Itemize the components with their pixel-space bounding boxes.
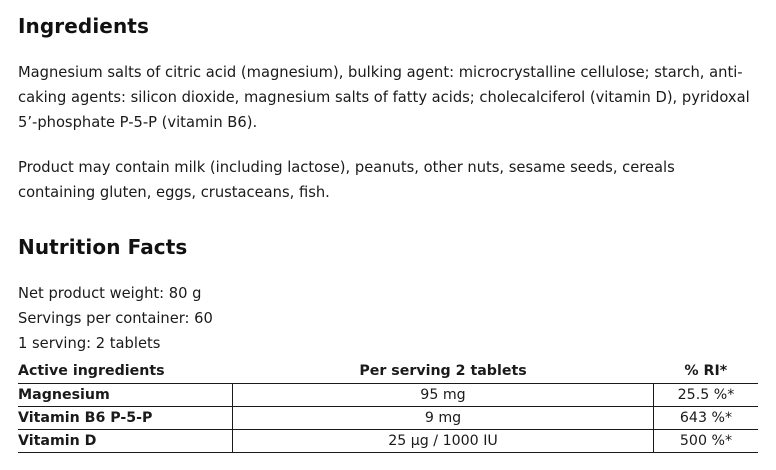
table-row — [18, 407, 758, 430]
row-vitamin-d-name: Vitamin D — [18, 430, 233, 453]
net-weight-line: Net product weight: 80 g — [18, 285, 202, 302]
table-header-row — [18, 360, 758, 384]
row-magnesium-amount: 95 mg — [233, 384, 654, 407]
table-body — [18, 384, 758, 453]
nutrition-summary-lines — [18, 281, 758, 356]
row-vitamin-b6-name: Vitamin B6 P-5-P — [18, 407, 233, 430]
ingredients-paragraph-1: Magnesium salts of citric acid (magnesium), bulking agent: microcrystalline cellulose; starch, anti-caking agents: silicon dioxide, magnesium salts of fatty acids; cholecalciferol (vitamin D), pyridoxal 5’-phosphate P-5-P (vitamin B6). — [18, 64, 750, 131]
nutrition-facts-heading: Nutrition Facts — [18, 235, 188, 259]
header-percent-ri: % RI* — [684, 363, 728, 379]
row-vitamin-d-ri: 500 %* — [654, 430, 759, 453]
row-magnesium-ri: 25.5 %* — [654, 384, 759, 407]
serving-size-line: 1 serving: 2 tablets — [18, 335, 161, 352]
servings-per-container-line: Servings per container: 60 — [18, 310, 213, 327]
table-header — [18, 360, 758, 384]
table-row — [18, 384, 758, 407]
row-vitamin-b6-amount: 9 mg — [233, 407, 654, 430]
row-magnesium-name: Magnesium — [18, 384, 233, 407]
header-per-serving: Per serving 2 tablets — [359, 363, 527, 379]
header-active-ingredients: Active ingredients — [18, 363, 165, 379]
row-vitamin-b6-ri: 643 %* — [654, 407, 759, 430]
ingredients-paragraph-2: Product may contain milk (including lactose), peanuts, other nuts, sesame seeds, cereals containing gluten, eggs, crustaceans, fish. — [18, 159, 675, 201]
ingredients-heading: Ingredients — [18, 14, 149, 38]
nutrition-facts-table — [18, 360, 758, 453]
row-vitamin-d-amount: 25 µg / 1000 IU — [233, 430, 654, 453]
table-row — [18, 430, 758, 453]
